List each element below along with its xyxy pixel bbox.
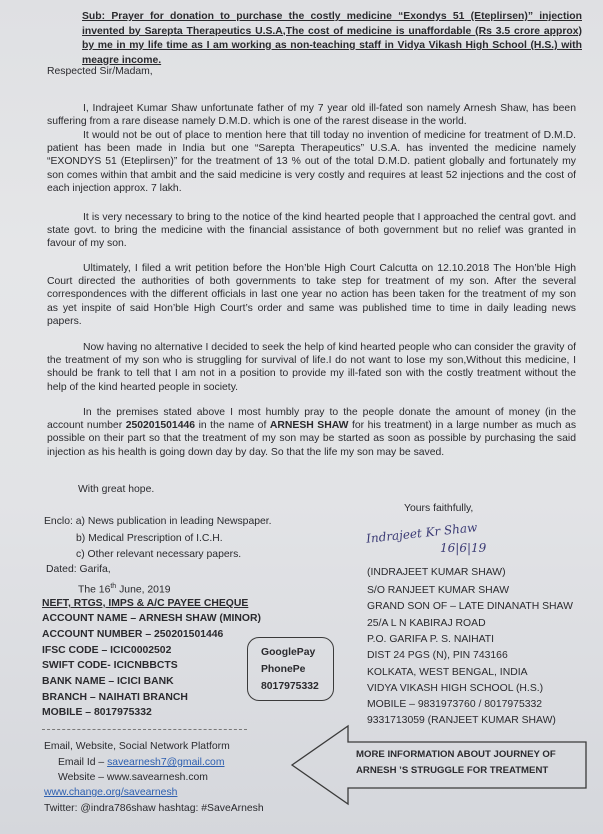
address-line: 9331713059 (RANJEET KUMAR SHAW) (367, 715, 556, 726)
googlepay: GooglePay (261, 647, 316, 658)
phonepe: PhonePe (261, 664, 306, 675)
website-line[interactable]: Website – www.savearnesh.com (58, 772, 208, 783)
account-name: ACCOUNT NAME – ARNESH SHAW (MINOR) (42, 613, 261, 624)
address-line: (INDRAJEET KUMAR SHAW) (367, 567, 506, 578)
paragraph-1: I, Indrajeet Kumar Shaw unfortunate father of my 7 year old ill-fated son namely Arnesh Shaw, has been suffering from a rare disease namely D.M.D. which is one of the rarest disease in the world. (47, 103, 576, 128)
contact-heading: Email, Website, Social Network Platform (44, 741, 230, 752)
upi-number: 8017975332 (261, 681, 319, 692)
paragraph-2: It would not be out of place to mention here that till today no invention of medicine for treatment of D.M.D. patient has been made in India but one “Sarepta Therapeutics” U.S.A. has invented the medicine namely “EXONDYS 51 (Eteplirsen)” for the treatment of 13 % out of the total D.M.D. patient globally and fortunately my son comes within that ambit and the said medicine is very costly and requires at least 52 injections and the cost of each injection approx. 7 lakh. (47, 130, 576, 194)
dated-place: Dated: Garifa, (46, 564, 111, 575)
more-info-line: ARNESH ’S STRUGGLE FOR TREATMENT (356, 765, 549, 776)
branch: BRANCH – NAIHATI BRANCH (42, 692, 188, 703)
yours-faithfully: Yours faithfully, (404, 503, 474, 514)
swift-code: SWIFT CODE- ICICNBBCTS (42, 660, 178, 671)
email-link[interactable]: savearnesh7@gmail.com (107, 757, 225, 768)
upi-box (247, 637, 334, 701)
divider (42, 729, 247, 730)
bank-mobile: MOBILE – 8017975332 (42, 707, 152, 718)
signature: Indrajeet Kr Shaw (365, 520, 478, 546)
address-line: S/O RANJEET KUMAR SHAW (367, 585, 510, 596)
address-line: DIST 24 PGS (N), PIN 743166 (367, 650, 508, 661)
twitter-line: Twitter: @indra786shaw hashtag: #SaveArnesh (44, 803, 264, 814)
address-line: KOLKATA, WEST BENGAL, INDIA (367, 667, 528, 678)
paragraph-6: In the premises stated above I most humbly pray to the people donate the amount of money (in the account number 250201501446 in the name of ARNESH SHAW for his treatment) in a large number as much as possible on their part so that the treatment of my son may be started as soon as possible by purchasing the said injection as his health is going down day by day. So that the life my son may be saved. (47, 407, 577, 458)
address-line: P.O. GARIFA P. S. NAIHATI (367, 634, 495, 645)
account-holder: ARNESH SHAW (269, 420, 349, 432)
enclosure-b: b) Medical Prescription of I.C.H. (76, 533, 223, 544)
more-info-line: MORE INFORMATION ABOUT JOURNEY OF (356, 749, 556, 760)
address-line: MOBILE – 9831973760 / 8017975332 (367, 699, 543, 710)
ifsc-code: IFSC CODE – ICIC0002502 (42, 645, 172, 656)
subject-line: Sub: Prayer for donation to purchase the costly medicine “Exondys 51 (Eteplirsen)” injection invented by Sarepta Therapeutics U.S.A,The cost of medicine is unaffordable (Rs 3.5 crore approx) by me in my life time as I am working as non-teaching staff in Vidya Vikash High School (H.S.) with meagre income. (82, 11, 582, 66)
dated-date: The 16th June, 2019 (78, 583, 171, 596)
paragraph-3: It is very necessary to bring to the notice of the kind hearted people that I approached the central govt. and state govt. to bring the medicine with the financial assistance of both government but no relief was granted in favour of my son. (47, 212, 576, 250)
account-number-line: ACCOUNT NUMBER – 250201501446 (42, 629, 224, 640)
salutation: Respected Sir/Madam, (47, 66, 153, 77)
address-line: VIDYA VIKASH HIGH SCHOOL (H.S.) (367, 683, 544, 694)
email-line: Email Id – savearnesh7@gmail.com (58, 757, 225, 768)
account-number: 250201501446 (125, 420, 196, 432)
payment-methods: NEFT, RTGS, IMPS & A/C PAYEE CHEQUE (42, 598, 249, 609)
signature-date: 16|6|19 (440, 541, 487, 555)
paragraph-4: Ultimately, I filed a writ petition before the Hon’ble High Court Calcutta on 12.10.2018 The Hon’ble High Court directed the authorities of both governments to take step for treatment of my son. After the several correspondences with the different officials in last one year no action has been taken for the treatment of my son as yet inspite of said Hon’ble High Court’s order and same was published time to time in daily leading news papers. (47, 263, 576, 327)
enclosure-a: Enclo: a) News publication in leading Newspaper. (44, 516, 272, 527)
address-line: 25/A L N KABIRAJ ROAD (367, 618, 486, 629)
change-org-link[interactable]: www.change.org/savearnesh (44, 787, 178, 798)
address-line: GRAND SON OF – LATE DINANATH SHAW (367, 601, 573, 612)
closing: With great hope. (78, 484, 155, 495)
paragraph-5: Now having no alternative I decided to seek the help of kind hearted people who can consider the gravity of the treatment of my son who is struggling for survival of life.I do not want to lose my son,Without this medicine, I should be frank to tell that I am not in a position to provide my ill-fated son with the costly treatment without the help of the kind hearted people in society. (47, 342, 576, 393)
enclosure-c: c) Other relevant necessary papers. (76, 549, 242, 560)
bank-name: BANK NAME – ICICI BANK (42, 676, 174, 687)
